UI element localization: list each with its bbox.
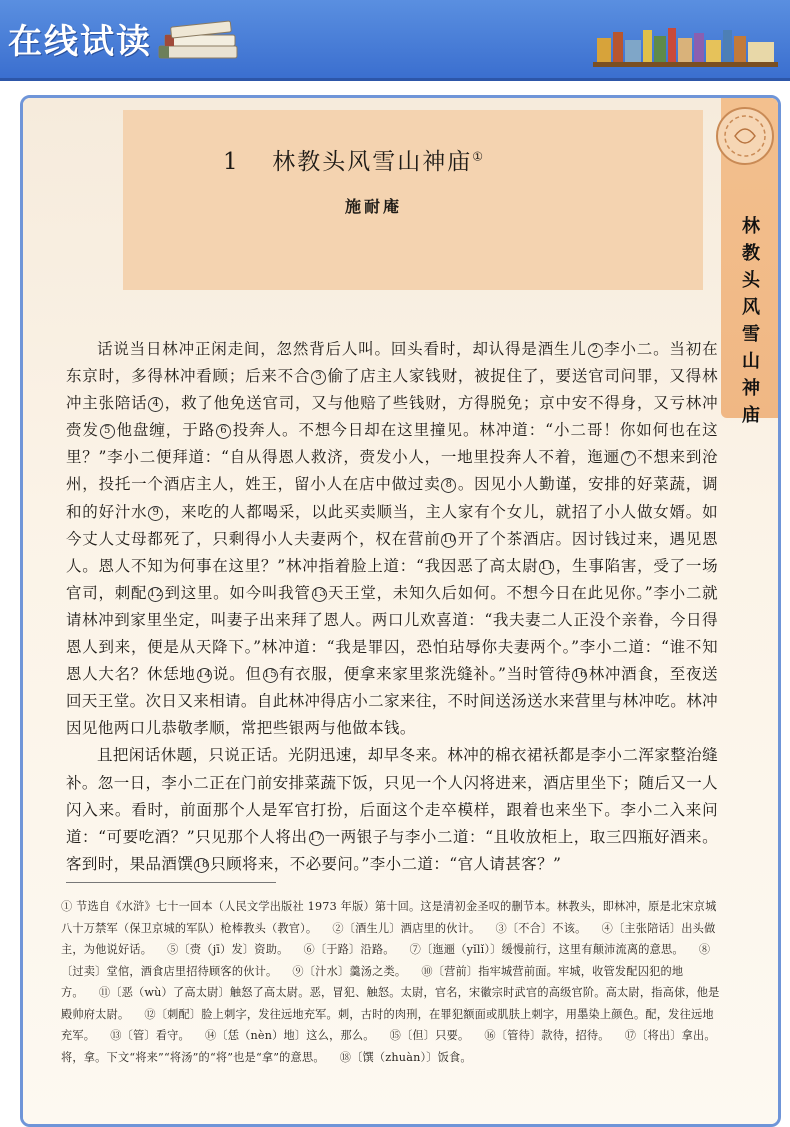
text-run: 一两银子与李小二道：“且收放柜上，取三四瓶好酒来。客到时，果品酒馔 [66, 827, 719, 873]
author-name: 施耐庵 [345, 197, 403, 216]
footnote-item: ⑰〔将出〕拿出。将，拿。下文“将来”“将汤”的“将”也是“拿”的意思。 [61, 1029, 716, 1064]
chapter-title-text: 林教头风雪山神庙 [272, 149, 473, 175]
footnote-gap [277, 965, 292, 978]
footnote-gap [84, 986, 99, 999]
footnote-divider [66, 882, 276, 883]
side-title-char: 林 [742, 216, 760, 237]
text-run: ，救了他免送官司，又与他赔了些钱财，方得脱免；京中安不得身，又亏林冲赍发 [66, 394, 718, 440]
side-title [741, 213, 761, 429]
footnote-item: ⑱〔馔（zhuàn）〕饭食。 [339, 1050, 472, 1064]
footnote-item: ⑦〔迤逦（yǐlǐ）〕缓慢前行，这里有颠沛流离的意思。 [409, 943, 684, 956]
paragraph [66, 336, 718, 742]
section-label: 在线试读 [8, 22, 152, 62]
text-run: 不想来到沧州，投托一个酒店主人，姓王，留小人在店中做过卖 [66, 448, 718, 494]
footnote-gap [395, 943, 410, 956]
text-run: ，生事陷害，受了一场官司，刺配 [66, 556, 718, 602]
bookshelf-icon [593, 24, 778, 68]
chapter-number: 1 [223, 149, 240, 175]
footnote-gap [375, 1029, 390, 1042]
side-title-char: 神 [742, 378, 760, 399]
footnote-gap [317, 922, 332, 935]
footnote-marker: 9 [148, 506, 163, 521]
footnote-gap [684, 943, 699, 956]
footnote-marker: 5 [100, 424, 115, 439]
footnote-gap [288, 943, 303, 956]
footnote-marker: 13 [312, 587, 327, 602]
text-run: 说。但 [212, 665, 262, 684]
chapter-title-footnote: ① [472, 149, 486, 164]
text-run: ，来吃的人都喝采，以此买卖顺当，主人家有个女儿，就招了小人做女婿。如今丈人丈母都死了，只剩得小人夫妻两个，权在营前 [66, 502, 718, 548]
text-run: 且把闲话休题，只说正话。光阴迅速，却早冬来。林冲的棉衣裙袄都是李小二浑家整治缝补。忽一日，李小二正在门前安排菜蔬下饭，只见一个人闪将进来，酒店里坐下；随后又一人闪入来。看时，前面那个人是军官打扮，后面这个走卒模样，跟着也来坐下。李小二入来问道：“可要吃酒？”只见那个人将出 [66, 746, 718, 846]
side-title-char: 教 [742, 243, 760, 264]
footnote-marker: 6 [216, 424, 231, 439]
footnote-gap [406, 965, 421, 978]
footnote-marker: 8 [441, 478, 456, 493]
paragraph [66, 742, 718, 877]
footnote-marker: 2 [588, 343, 603, 358]
header-band [0, 0, 790, 81]
footnote-marker: 11 [539, 560, 554, 575]
text-run: 天王堂，未知久后如何。不想今日在此见你。”李小二就请林冲到家里坐定，叫妻子出来拜了恩人。两口儿欢喜道：“我夫妻二人正没个亲眷，今日得恩人到来，便是从天降下。”林冲道：“我是罪囚，恐怕玷辱你夫妻两个。”李小二道：“谁不知恩人大名？休恁地 [66, 583, 718, 684]
footnote-gap [610, 1029, 625, 1042]
footnote-item: ⑯〔管待〕款待，招待。 [484, 1029, 610, 1042]
main-text [66, 336, 718, 878]
footnote-marker: 3 [311, 370, 326, 385]
footnote-item: ④〔主张陪话〕出头做主，为他说好话。 [61, 921, 716, 956]
footnote-item: ⑧〔过卖〕堂倌，酒食店里招待顾客的伙计。 [61, 943, 711, 978]
footnote-marker: 14 [197, 668, 212, 683]
text-run: 偷了店主人家钱财，被捉住了，要送官司问罪，又得林冲主张陪话 [66, 367, 718, 413]
text-run: 。因见小人勤谨，安排的好菜蔬，调和的好汁水 [66, 475, 718, 521]
side-title-char: 山 [742, 351, 760, 372]
footnotes [61, 896, 721, 1068]
reading-card [20, 95, 781, 1127]
footnote-item: ⑨〔汁水〕羹汤之类。 [292, 964, 407, 978]
footnote-item: ⑬〔管〕看守。 [110, 1029, 190, 1042]
side-title-char: 庙 [742, 405, 760, 426]
text-run: 林冲酒食，至夜送回天王堂。次日又来相请。自此林冲得店小二家来往，不时间送汤送水来营里与林冲吃。林冲因见他两口儿恭敬孝顺，常把些银两与他做本钱。 [66, 665, 719, 738]
footnote-item: ③〔不合〕不该。 [495, 921, 587, 935]
footnote-item: ⑮〔但〕只要。 [389, 1029, 470, 1042]
side-title-char: 头 [742, 270, 760, 291]
footnote-item: ⑩〔营前〕指牢城营前面。牢城，收管发配囚犯的地方。 [61, 964, 684, 999]
footnote-gap [325, 1051, 340, 1064]
text-run: 开了个茶酒店。因讨钱过来，遇见恩人。恩人不知为何事在这里？”林冲指着脸上道：“我因恶了高太尉 [66, 529, 718, 575]
footnote-item: ⑪〔恶（wù）了高太尉〕触怒了高太尉。恶，冒犯、触怒。太尉，官名，宋徽宗时武官的高级官阶。高太尉，指高俅，他是殿帅府太尉。 [61, 986, 720, 1021]
footnote-marker: 15 [263, 668, 278, 683]
footnote-gap [587, 922, 602, 935]
title-panel [123, 110, 703, 290]
side-title-char: 风 [742, 297, 760, 318]
text-run: 话说当日林冲正闲走间，忽然背后人叫。回头看时，却认得是酒生儿 [97, 340, 587, 358]
footnote-marker: 4 [148, 397, 163, 412]
footnote-item: ⑥〔于路〕沿路。 [303, 943, 395, 956]
footnote-gap [129, 1008, 144, 1021]
footnote-gap [480, 922, 495, 935]
chapter-title [223, 143, 485, 176]
footnote-marker: 12 [148, 587, 163, 602]
footnote-item: ②〔酒生儿〕酒店里的伙计。 [332, 921, 481, 935]
footnote-marker: 16 [572, 668, 587, 683]
footnote-item: ⑭〔恁（nèn）地〕这么，那么。 [204, 1029, 375, 1042]
text-run: 李小二。当初在东京时，多得林冲看顾；后来不合 [66, 340, 718, 386]
text-run: 投奔人。不想今日却在这里撞见。林冲道：“小二哥！你如何也在这里？”李小二便拜道：“自从得恩人救济，赍发小人，一地里投奔人不着，迤逦 [66, 421, 718, 467]
footnote-gap [152, 943, 167, 956]
book-stack-icon [155, 16, 245, 66]
footnote-marker: 18 [194, 858, 209, 873]
text-run: 他盘缠，于路 [115, 421, 216, 440]
footnote-item: ⑫〔刺配〕脸上刺字，发往远地充军。刺，古时的肉刑，在罪犯额面或肌肤上刺字，用墨染上颜色。配，发往远地充军。 [61, 1007, 714, 1042]
footnote-marker: 10 [441, 533, 456, 548]
side-title-char: 雪 [742, 324, 760, 345]
footnote-gap [95, 1029, 110, 1042]
ornament-seal-icon [713, 104, 777, 168]
footnote-item: ⑤〔赍（jī）发〕资助。 [167, 943, 289, 956]
footnote-gap [469, 1029, 484, 1042]
text-run: 到这里。如今叫我管 [164, 583, 311, 602]
footnote-marker: 17 [309, 831, 324, 846]
text-run: 只顾将来，不必要问。”李小二道：“官人请甚客？” [210, 854, 562, 873]
footnote-item: ① 节选自《水浒》七十一回本（人民文学出版社 1973 年版）第十回。这是清初金圣叹的删节本。林教头，即林冲，原是北宋京城八十万禁军（保卫京城的军队）枪棒教头（教官）。 [61, 900, 717, 935]
footnote-gap [190, 1029, 205, 1042]
footnote-marker: 7 [621, 451, 636, 466]
text-run: 有衣服，便拿来家里浆洗缝补。”当时管待 [278, 665, 572, 684]
